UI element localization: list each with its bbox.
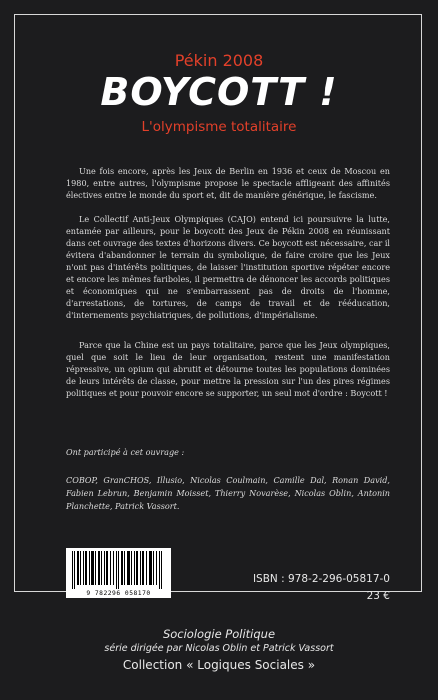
header-subtitle: Pékin 2008	[174, 51, 264, 70]
barcode-number: 9 782296 058170	[86, 590, 151, 597]
contributors-heading: Ont participé à cet ouvrage :	[66, 447, 185, 457]
isbn: ISBN : 978-2-296-05817-0	[252, 573, 390, 585]
body-paragraph-2: Le Collectif Anti-Jeux Olympiques (CAJO) entend ici poursuivre la lutte, entamée par ailleurs, pour le boycott des Jeux de Pékin 2008 en réunissant dans cet ouvrage des textes d'horizons divers. Ce boycott est nécessaire, car il évitera d'abandonner le terrain du symbolique, de faire croire que les Jeux n'ont pas d'intérêts politiques, de laisser l'institution sportive répéter encore et encore les mêmes fariboles, il permettra de dénoncer les accords politiques et économiques qui ne s'embarrassent pas de droits de l'homme, d'arrestations, de tortures, de camps de travail et de rééducation, d'internements psychiatriques, de pollutions, d'impérialisme.	[66, 214, 390, 320]
barcode	[66, 548, 171, 598]
series-directors: série dirigée par Nicolas Oblin et Patrick Vassort	[104, 643, 334, 654]
series-name: Sociologie Politique	[162, 627, 276, 641]
contributors-list: COBOP, GranCHOS, Illusio, Nicolas Coulmain, Camille Dal, Ronan David, Fabien Lebrun, Benjamin Moisset, Thierry Novarèse, Nicolas Oblin, Antonin Planchette, Patrick Vassort.	[66, 475, 390, 511]
barcode-bars	[66, 548, 171, 590]
body-paragraph-1: Une fois encore, après les Jeux de Berlin en 1936 et ceux de Moscou en 1980, entre autres, l'olympisme propose le spectacle affligeant des affinités électives entre le monde du sport et, dit de manière générique, le fascisme.	[66, 166, 390, 200]
price: 23 €	[366, 590, 390, 602]
body-paragraph-3: Parce que la Chine est un pays totalitaire, parce que les Jeux olympiques, quel que soit le lieu de leur organisation, restent une manifestation répressive, un opium qui abrutit et détourne toutes les populations dominées de leurs intérêts de classe, pour mettre la pression sur l'un des pires régimes politiques et pour pouvoir encore se supporter, un seul mot d'ordre : Boycott !	[66, 340, 390, 398]
book-title: BOYCOTT !	[100, 70, 338, 114]
book-tagline: L'olympisme totalitaire	[141, 119, 297, 135]
collection-name: Collection « Logiques Sociales »	[122, 658, 316, 672]
